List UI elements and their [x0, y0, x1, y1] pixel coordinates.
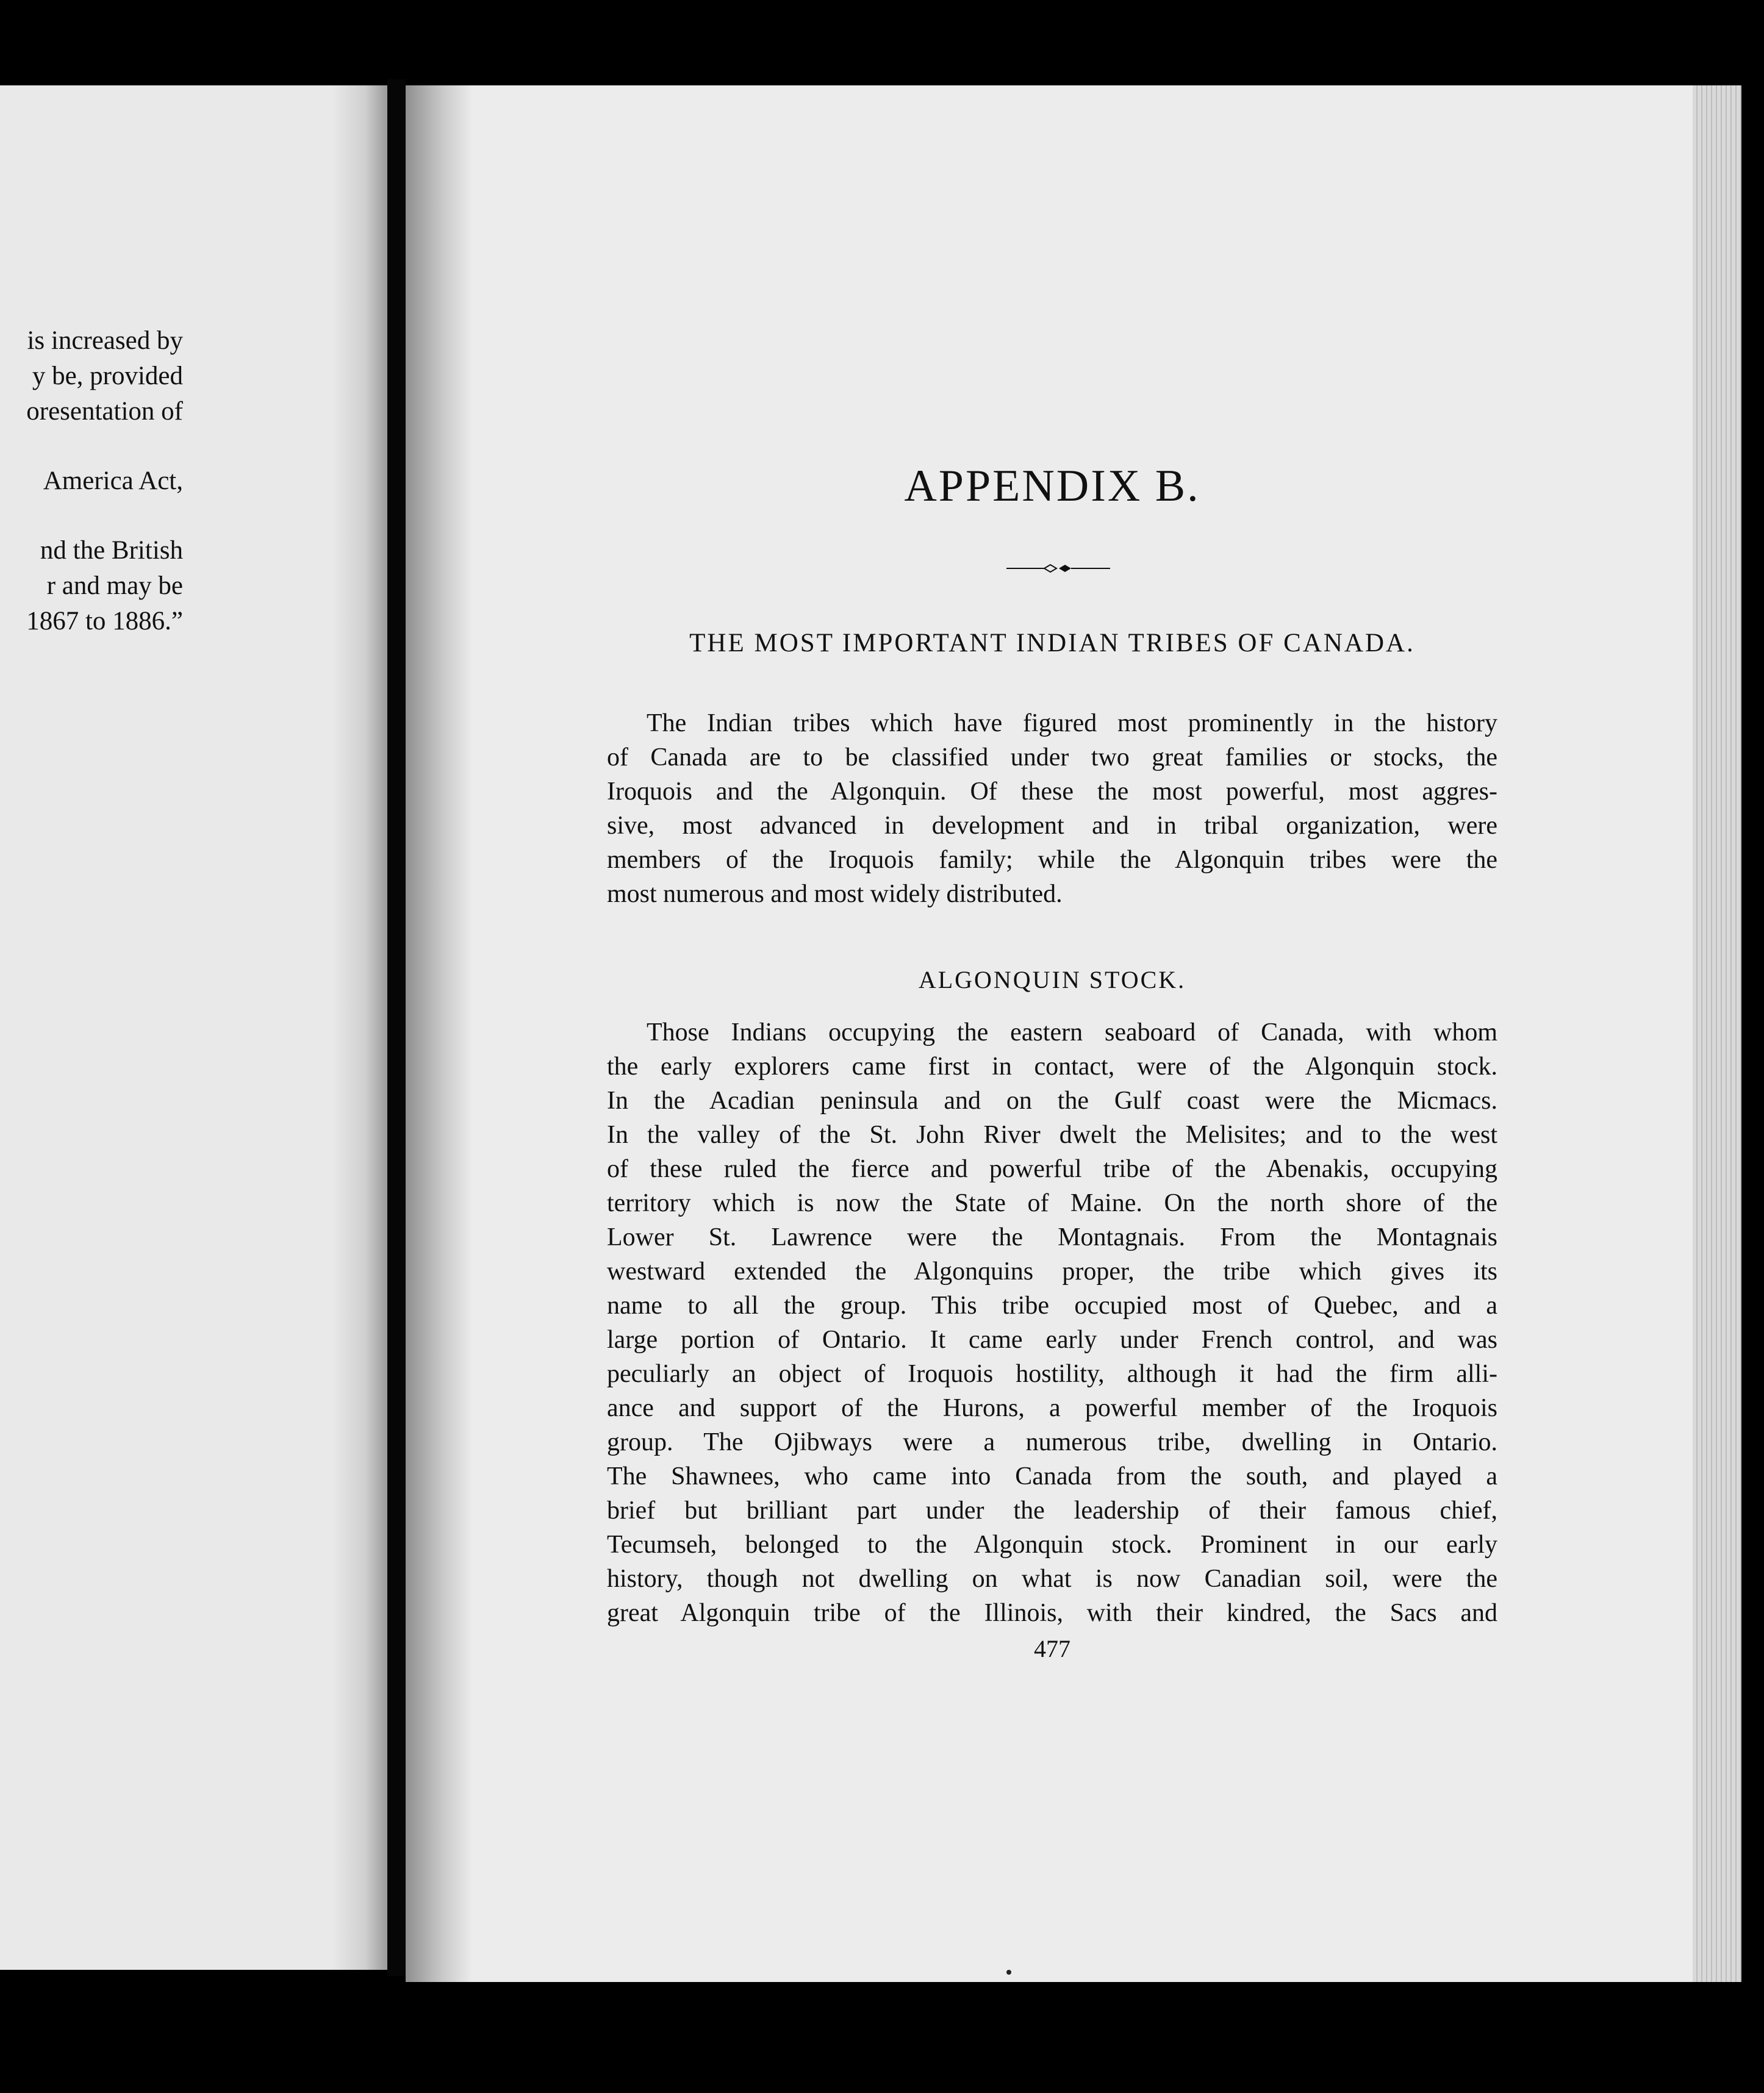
text-line: great Algonquin tribe of the Illinois, with their kindred, the Sacs and: [607, 1599, 1497, 1627]
text-line: large portion of Ontario. It came early under French control, and was: [607, 1326, 1497, 1354]
left-line: nd the British: [40, 536, 183, 565]
text-line: Iroquois and the Algonquin. Of these the most powerful, most aggres-: [607, 778, 1497, 806]
left-line-gap: [0, 499, 183, 533]
book-gutter: [387, 79, 406, 1976]
text-line: history, though not dwelling on what is now Canadian soil, were the: [607, 1565, 1497, 1593]
left-line-gap: [0, 429, 183, 463]
algonquin-paragraph: [607, 1015, 1497, 1630]
left-page: [0, 85, 387, 1970]
intro-paragraph: [607, 706, 1497, 911]
text-line: Those Indians occupying the eastern seaboard of Canada, with whom: [647, 1018, 1497, 1046]
section-title: THE MOST IMPORTANT INDIAN TRIBES OF CANADA.: [689, 629, 1415, 657]
text-line: peculiarly an object of Iroquois hostility, although it had the firm alli-: [607, 1360, 1497, 1388]
text-line: most numerous and most widely distributed.: [607, 880, 1063, 908]
text-line: of Canada are to be classified under two great families or stocks, the: [607, 743, 1497, 771]
left-line: r and may be: [46, 571, 183, 600]
left-line: America Act,: [43, 467, 183, 495]
text-line: members of the Iroquois family; while the Algonquin tribes were the: [607, 846, 1497, 874]
text-line: sive, most advanced in development and in tribal organization, were: [607, 812, 1497, 840]
left-line: is increased by: [27, 326, 183, 355]
left-page-inner-edge: [332, 85, 387, 1970]
left-line: 1867 to 1886.”: [26, 607, 183, 635]
text-line: brief but brilliant part under the leadership of their famous chief,: [607, 1497, 1497, 1525]
text-line: Tecumseh, belonged to the Algonquin stock. Prominent in our early: [607, 1531, 1497, 1559]
text-line: name to all the group. This tribe occupied most of Quebec, and a: [607, 1292, 1497, 1320]
text-line: Lower St. Lawrence were the Montagnais. From the Montagnais: [607, 1223, 1497, 1251]
ornament-divider: [1006, 562, 1110, 574]
text-line: group. The Ojibways were a numerous tribe, dwelling in Ontario.: [607, 1428, 1497, 1456]
left-page-text: [0, 323, 183, 639]
text-line: In the valley of the St. John River dwelt the Melisites; and to the west: [607, 1121, 1497, 1149]
text-line: The Shawnees, who came into Canada from the south, and played a: [607, 1462, 1497, 1490]
left-line: oresentation of: [26, 397, 183, 426]
page-number: 477: [1034, 1635, 1070, 1662]
text-line: The Indian tribes which have figured most prominently in the history: [647, 709, 1497, 737]
text-line: ance and support of the Hurons, a powerful member of the Iroquois: [607, 1394, 1497, 1422]
spine-shadow: [406, 85, 473, 1982]
text-line: westward extended the Algonquins proper, the tribe which gives its: [607, 1258, 1497, 1286]
text-line: the early explorers came first in contact, were of the Algonquin stock.: [607, 1053, 1497, 1081]
subheading: ALGONQUIN STOCK.: [918, 966, 1186, 993]
left-line: y be, provided: [32, 362, 183, 390]
text-line: territory which is now the State of Maine. On the north shore of the: [607, 1189, 1497, 1217]
appendix-title: APPENDIX B.: [904, 461, 1200, 511]
text-line: In the Acadian peninsula and on the Gulf coast were the Micmacs.: [607, 1087, 1497, 1115]
speck: [1006, 1970, 1011, 1975]
page-edges: [1693, 85, 1741, 1982]
text-line: of these ruled the fierce and powerful tribe of the Abenakis, occupying: [607, 1155, 1497, 1183]
